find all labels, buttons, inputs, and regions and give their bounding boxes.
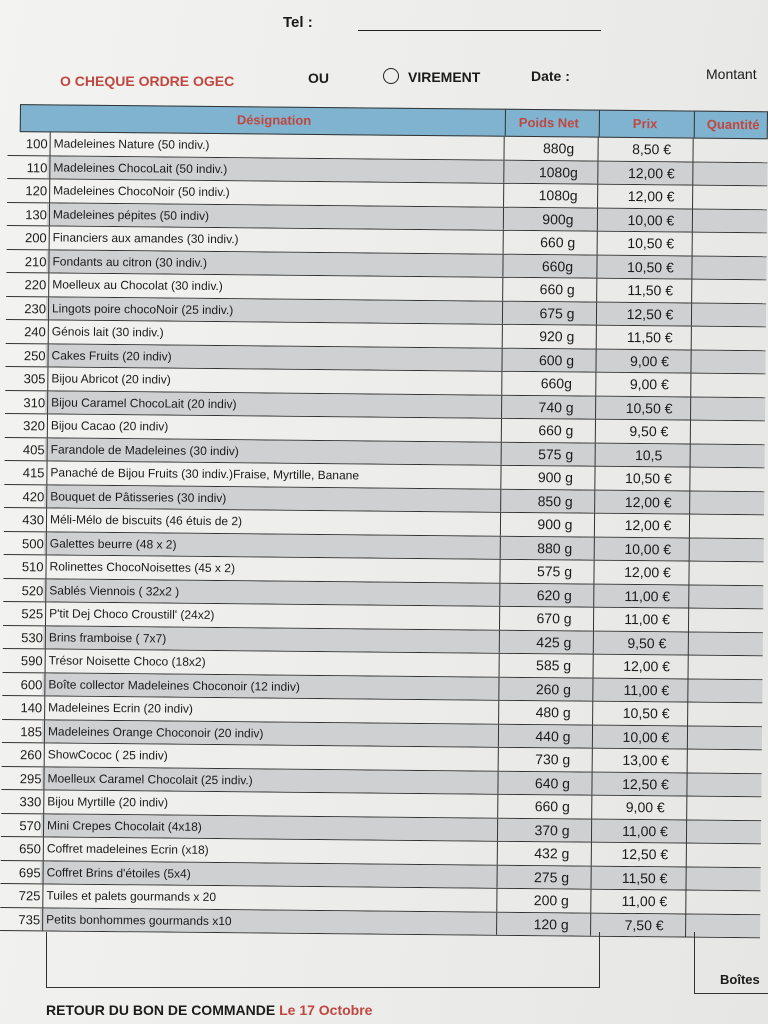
product-name: Madeleines ChocoNoir (50 indiv.): [53, 183, 230, 200]
product-weight: 730 g: [535, 751, 571, 768]
product-name: Moelleux Caramel Chocolait (25 indiv.): [47, 770, 253, 787]
product-weight: 120 g: [533, 915, 569, 932]
quantite-header: Quantité: [706, 116, 760, 133]
product-code: 525: [21, 606, 44, 622]
product-weight: 660g: [540, 375, 572, 392]
product-name: Sablés Viennois ( 32x2 ): [49, 582, 180, 599]
retour-line: [46, 1002, 372, 1018]
boites-label: Boîtes: [720, 972, 760, 987]
product-code: 695: [18, 864, 41, 880]
product-code: 120: [25, 183, 48, 199]
product-name: Cakes Fruits (20 indiv): [51, 347, 172, 364]
product-weight: 660g: [541, 257, 574, 274]
quantity-input[interactable]: [690, 609, 763, 632]
product-code: 590: [20, 653, 43, 669]
quantity-input[interactable]: [694, 209, 767, 232]
product-code: 220: [24, 277, 47, 293]
designation-header: Désignation: [236, 112, 312, 128]
product-weight: 850 g: [537, 492, 573, 509]
product-name: Coffret Brins d'étoiles (5x4): [46, 864, 191, 881]
quantity-input[interactable]: [689, 679, 762, 702]
product-code: 110: [26, 159, 48, 175]
product-weight: 425 g: [536, 633, 572, 650]
retour-date: Le 17 Octobre: [279, 1002, 373, 1018]
product-code: 735: [18, 911, 41, 927]
quantity-input[interactable]: [693, 303, 766, 326]
product-price: 12,00 €: [627, 164, 675, 181]
product-weight: 740 g: [538, 398, 574, 415]
virement-radio-icon[interactable]: [383, 68, 399, 84]
product-name: Madeleines Orange Choconoir (20 indiv): [47, 723, 264, 740]
product-weight: 900 g: [537, 469, 574, 486]
product-price: 9,00 €: [630, 352, 670, 369]
product-price: 10,50 €: [627, 234, 675, 252]
product-price: 9,50 €: [629, 422, 669, 440]
product-code: 520: [21, 582, 44, 598]
product-weight: 575 g: [538, 445, 574, 462]
product-code: 240: [24, 324, 46, 340]
quantity-input[interactable]: [688, 797, 761, 820]
product-code: 185: [20, 723, 43, 739]
product-name: Méli-Mélo de biscuits (46 étuis de 2): [49, 512, 243, 529]
product-name: Madeleines pépites (50 indiv): [52, 206, 210, 223]
quantity-input[interactable]: [692, 397, 765, 420]
product-price: 12,00 €: [624, 493, 672, 510]
product-code: 260: [19, 747, 42, 763]
quantity-input[interactable]: [692, 421, 765, 444]
product-price: 10,50 €: [625, 399, 673, 416]
quantity-input[interactable]: [693, 327, 766, 350]
tel-label: Tel :: [283, 14, 313, 31]
product-code: 420: [22, 488, 45, 504]
product-name: Coffret madeleines Ecrin (x18): [46, 841, 209, 857]
product-price: 10,00 €: [622, 728, 670, 745]
product-weight: 900g: [542, 210, 574, 227]
product-price: 10,50 €: [625, 469, 672, 487]
product-name: Tuiles et palets gourmands x 20: [46, 888, 217, 905]
product-code: 600: [20, 676, 43, 692]
product-name: Madeleines Nature (50 indiv.): [53, 136, 210, 152]
quantity-input[interactable]: [694, 162, 767, 185]
product-weight: 200 g: [533, 892, 569, 909]
product-price: 10,50 €: [627, 258, 674, 275]
product-code: 430: [22, 512, 45, 528]
product-code: 530: [21, 629, 43, 645]
poids-header: Poids Net: [518, 114, 579, 131]
product-price: 12,50 €: [621, 845, 669, 863]
quantity-input[interactable]: [694, 233, 767, 256]
prix-header: Prix: [632, 115, 658, 132]
product-price: 11,50 €: [621, 869, 668, 886]
product-code: 250: [23, 347, 46, 363]
product-name: Boîte collector Madeleines Choconoir (12 indiv): [48, 676, 300, 694]
product-price: 10,00 €: [624, 540, 672, 557]
product-weight: 260 g: [535, 680, 572, 697]
product-weight: 480 g: [535, 704, 571, 721]
product-weight: 620 g: [536, 586, 572, 603]
product-name: Bouquet de Pâtisseries (30 indiv): [50, 488, 227, 505]
quantity-input[interactable]: [689, 703, 762, 726]
quantity-input[interactable]: [694, 186, 767, 209]
product-code: 510: [21, 559, 44, 575]
quantity-input[interactable]: [687, 891, 760, 914]
product-name: Bijou Caramel ChocoLait (20 indiv): [51, 394, 237, 411]
product-price: 11,50 €: [626, 328, 673, 346]
product-code: 130: [25, 206, 48, 222]
product-name: Madeleines Ecrin (20 indiv): [48, 700, 194, 716]
product-name: Moelleux au Chocolat (30 indiv.): [52, 277, 223, 294]
product-price: 11,00 €: [621, 892, 668, 910]
product-price: 11,00 €: [623, 681, 670, 698]
product-name: Petits bonhommes gourmands x10: [46, 911, 232, 928]
product-price: 10,5: [634, 446, 663, 463]
product-name: Financiers aux amandes (30 indiv.): [52, 230, 239, 247]
table-body: [0, 132, 768, 938]
product-price: 9,50 €: [627, 634, 667, 651]
quantity-input[interactable]: [691, 491, 764, 514]
product-price: 12,00 €: [627, 187, 675, 205]
product-price: 11,00 €: [624, 610, 670, 628]
product-weight: 275 g: [534, 868, 570, 885]
quantity-input[interactable]: [692, 350, 765, 373]
quantity-input[interactable]: [693, 280, 766, 303]
product-code: 200: [24, 230, 47, 246]
product-name: Génois lait (30 indiv.): [51, 324, 164, 340]
product-name: Brins framboise ( 7x7): [48, 629, 167, 646]
product-weight: 370 g: [534, 821, 570, 838]
quantity-input[interactable]: [687, 867, 760, 890]
product-price: 12,50 €: [626, 305, 674, 322]
product-code: 305: [23, 371, 46, 387]
product-code: 295: [19, 770, 42, 786]
product-code: 570: [19, 817, 42, 833]
quantity-input[interactable]: [690, 656, 763, 679]
product-weight: 920 g: [539, 328, 575, 345]
quantity-input[interactable]: [692, 444, 765, 467]
product-price: 12,00 €: [624, 516, 672, 534]
product-code: 405: [22, 441, 45, 457]
quantity-input[interactable]: [691, 468, 764, 491]
product-code: 100: [25, 136, 48, 152]
product-code: 210: [24, 253, 47, 269]
product-weight: 640 g: [534, 774, 571, 791]
product-weight: 900 g: [537, 516, 573, 533]
product-price: 11,50 €: [627, 281, 674, 299]
footer-box: [46, 932, 600, 988]
product-name: Bijou Cacao (20 indiv): [50, 418, 169, 434]
product-code: 500: [22, 535, 44, 551]
product-price: 12,50 €: [622, 775, 669, 792]
product-code: 650: [19, 841, 41, 857]
product-weight: 880 g: [537, 539, 573, 556]
product-name: Trésor Noisette Choco (18x2): [48, 653, 206, 669]
product-weight: 432 g: [534, 845, 570, 862]
product-code: 320: [23, 418, 45, 434]
product-code: 725: [18, 888, 41, 904]
product-weight: 675 g: [539, 304, 575, 321]
product-price: 11,00 €: [622, 822, 668, 839]
product-weight: 1080g: [538, 163, 578, 180]
quantity-input[interactable]: [690, 632, 763, 655]
product-weight: 1080g: [538, 187, 578, 204]
quantity-input[interactable]: [688, 820, 761, 843]
product-name: Bijou Myrtille (20 indiv): [47, 794, 169, 810]
product-code: 140: [20, 700, 43, 716]
product-name: Farandole de Madeleines (30 indiv): [50, 441, 239, 458]
product-name: Mini Crepes Chocolait (4x18): [47, 817, 202, 834]
product-table: [0, 104, 768, 938]
quantity-input[interactable]: [691, 515, 764, 538]
product-price: 12,00 €: [624, 563, 671, 581]
tel-input-line[interactable]: [358, 30, 601, 31]
product-price: 13,00 €: [622, 751, 670, 769]
virement-option-label[interactable]: VIREMENT: [408, 69, 481, 85]
product-code: 415: [22, 465, 45, 481]
product-code: 310: [23, 394, 46, 410]
quantity-input[interactable]: [689, 726, 762, 749]
retour-label: RETOUR DU BON DE COMMANDE: [46, 1002, 276, 1018]
quantity-input[interactable]: [690, 585, 763, 608]
product-code: 330: [19, 794, 42, 810]
product-name: ShowCococ ( 25 indiv): [47, 747, 168, 763]
product-price: 7,50 €: [624, 916, 664, 933]
quantity-input[interactable]: [694, 139, 767, 162]
product-name: Panaché de Bijou Fruits (30 indiv.)Fraise, Myrtille, Banane: [50, 465, 360, 483]
product-weight: 585 g: [536, 657, 572, 674]
product-weight: 660 g: [540, 234, 576, 251]
product-weight: 880g: [542, 140, 575, 157]
product-name: Lingots poire chocoNoir (25 indiv.): [51, 300, 234, 317]
product-weight: 440 g: [535, 727, 571, 744]
product-name: Madeleines ChocoLait (50 indiv.): [53, 159, 228, 176]
product-weight: 660 g: [539, 281, 575, 298]
product-price: 11,00 €: [624, 587, 671, 604]
product-name: Galettes beurre (48 x 2): [49, 535, 177, 552]
product-name: Fondants au citron (30 indiv.): [52, 253, 208, 270]
quantity-input[interactable]: [688, 844, 761, 867]
quantity-input[interactable]: [690, 562, 763, 585]
product-weight: 600 g: [538, 351, 575, 368]
quantity-input[interactable]: [688, 773, 761, 796]
quantity-input[interactable]: [693, 256, 766, 279]
product-price: 9,00 €: [625, 798, 665, 816]
product-code: 230: [24, 300, 47, 316]
product-weight: 670 g: [536, 610, 572, 627]
product-price: 8,50 €: [632, 140, 672, 158]
product-price: 10,00 €: [627, 211, 675, 228]
montant-label: Montant: [706, 66, 757, 82]
ou-label: OU: [308, 70, 329, 86]
product-price: 9,00 €: [629, 375, 669, 393]
product-name: P'tit Dej Choco Croustill' (24x2): [49, 606, 215, 623]
cheque-option-label[interactable]: O CHEQUE ORDRE OGEC: [60, 73, 235, 89]
product-name: Bijou Abricot (20 indiv): [51, 371, 171, 387]
product-price: 10,50 €: [622, 704, 670, 722]
product-weight: 575 g: [536, 563, 573, 580]
product-weight: 660 g: [534, 798, 570, 815]
product-name: Rolinettes ChocoNoisettes (45 x 2): [49, 559, 236, 576]
quantity-input[interactable]: [689, 750, 762, 773]
product-weight: 660 g: [538, 422, 574, 439]
date-label: Date :: [531, 68, 570, 84]
product-price: 12,00 €: [623, 657, 671, 675]
quantity-input[interactable]: [692, 374, 765, 397]
quantity-input[interactable]: [691, 538, 764, 561]
